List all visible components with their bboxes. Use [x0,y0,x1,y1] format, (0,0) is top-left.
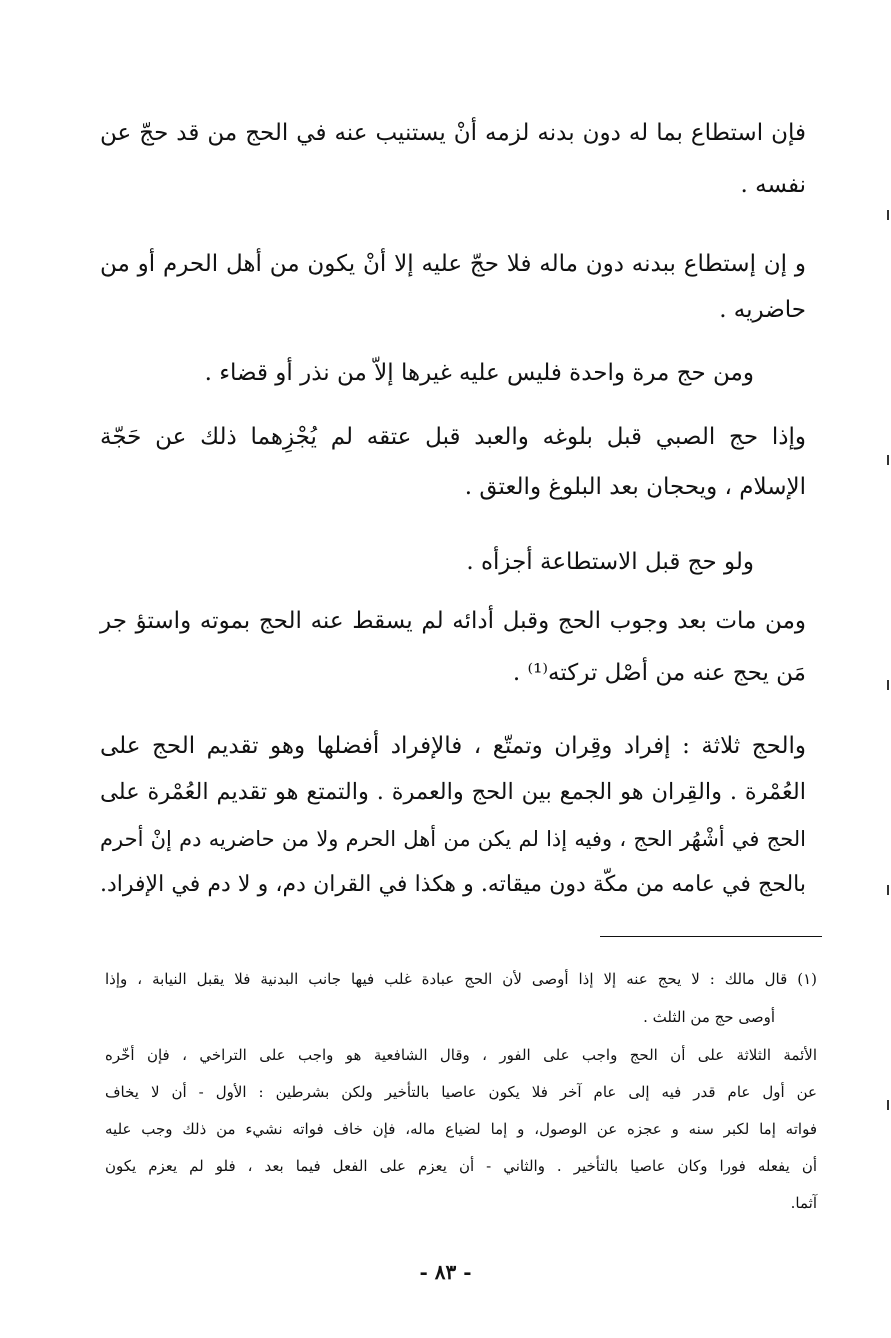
body-line: حاضريه . [719,297,806,323]
body-line: مَن يحج عنه من أصْل تركته⁽¹⁾ . [512,660,806,686]
footnote-line: آثما. [790,1194,817,1212]
body-line: ومن حج مرة واحدة فليس عليه غيرها إلاّ من نذر أو قضاء . [204,360,754,386]
footnote-line: فواته إما لكبر سنه و عجزه عن الوصول، و إما لضياع ماله، فإن خاف فواته نشيء من ذلك وجب عليه [105,1120,817,1138]
scan-edge-mark [887,680,889,690]
footnote-separator [600,936,822,937]
body-line: وإذا حج الصبي قبل بلوغه والعبد قبل عتقه لم يُجْزِهما ذلك عن حَجّة [100,424,806,450]
body-line: فإن استطاع بما له دون بدنه لزمه أنْ يستنيب عنه في الحج من قد حجّ عن [100,120,806,146]
scan-edge-mark [887,210,889,220]
body-line: والحج ثلاثة : إفراد وقِران وتمتّع ، فالإفراد أفضلها وهو تقديم الحج على [100,733,806,759]
body-line: ولو حج قبل الاستطاعة أجزأه . [466,549,754,575]
scan-edge-mark [887,1100,889,1110]
footnote-line: أن يفعله فورا وكان عاصيا بالتأخير . والثاني - أن يعزم على الفعل فيما بعد ، فلو لم يعزم يكون [105,1157,817,1175]
footnote-line: عن أول عام قدر فيه إلى عام آخر فلا يكون عاصيا بالتأخير ولكن بشرطين : الأول - أن لا يخاف [105,1083,817,1101]
footnote-line: أوصى حج من الثلث . [643,1008,775,1026]
page-number: - ٨٣ - [419,1260,472,1284]
scan-edge-mark [887,885,889,895]
footnote-line: (١) قال مالك : لا يحج عنه إلا إذا أوصى لأن الحج عبادة غلب فيها جانب البدنية فلا يقبل النيابة ، وإذا [105,970,817,988]
body-line: ومن مات بعد وجوب الحج وقبل أدائه لم يسقط عنه الحج بموته واستؤ جر [100,608,806,634]
body-line: و إن إستطاع ببدنه دون ماله فلا حجّ عليه إلا أنْ يكون من أهل الحرم أو من [100,251,806,277]
scan-edge-mark [887,455,889,465]
body-line: بالحج في عامه من مكّة دون ميقاته. و هكذا في القران دم، و لا دم في الإفراد. [100,872,806,897]
body-line: نفسه . [740,172,806,198]
body-line: الحج في أشْهُر الحج ، وفيه إذا لم يكن من أهل الحرم ولا من حاضريه دم إنْ أحرم [100,827,806,851]
body-line: العُمْرة . والقِران هو الجمع بين الحج والعمرة . والتمتع هو تقديم العُمْرة على [100,779,806,805]
footnote-line: الأئمة الثلاثة على أن الحج واجب على الفور ، وقال الشافعية هو واجب على التراخي ، فإن أخّره [105,1046,817,1064]
body-line: الإسلام ، ويحجان بعد البلوغ والعتق . [464,474,806,500]
